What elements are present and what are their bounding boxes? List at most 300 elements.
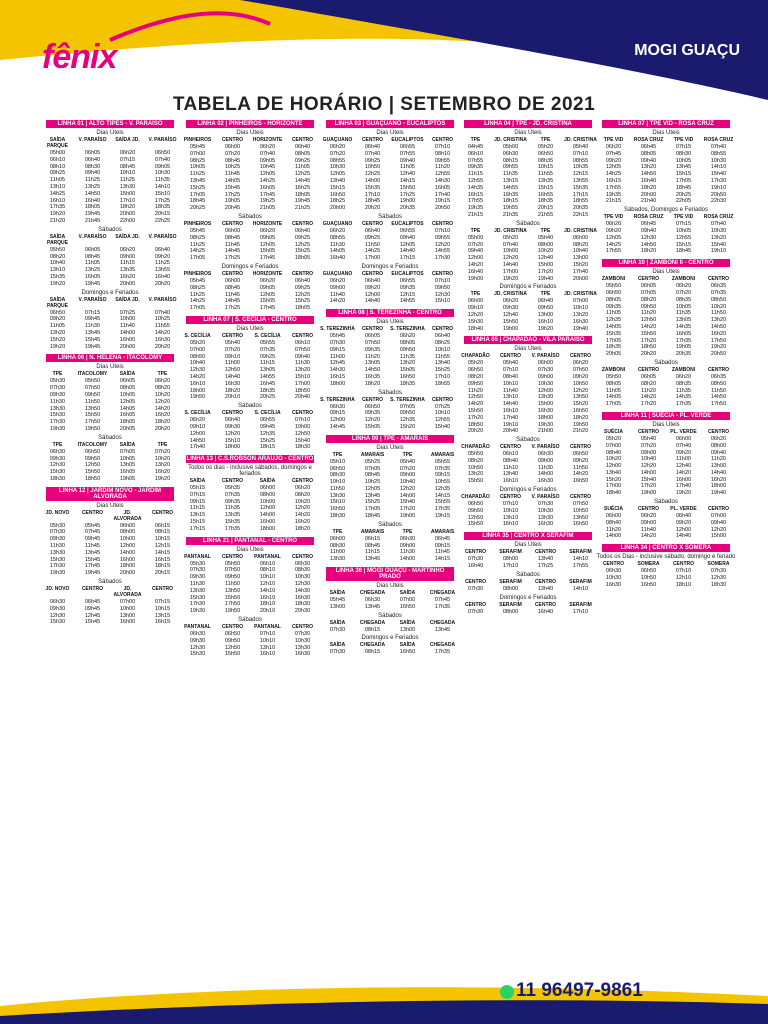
departure-time: 07h40 xyxy=(154,309,171,316)
column-header: CHEGADA xyxy=(429,590,456,597)
column-headers xyxy=(458,579,598,585)
column-header: ITACOLOMY xyxy=(77,441,108,448)
departure-time: 16h40 xyxy=(84,197,101,204)
departure-time: 18h20 xyxy=(572,414,589,421)
departure-time: 16h15 xyxy=(467,191,484,198)
departure-time: 06h40 xyxy=(434,333,451,340)
time-rows xyxy=(458,144,598,219)
departure-time: 07h15 xyxy=(154,599,171,606)
departure-time: 08h55 xyxy=(329,234,346,241)
time-row xyxy=(458,255,598,262)
column-header: PINHEIROS xyxy=(183,137,212,143)
column-header: CENTRO xyxy=(672,561,695,568)
departure-time: 14h15 xyxy=(434,556,451,563)
departure-time: 08h00 xyxy=(259,491,276,498)
departure-time: 20h00 xyxy=(119,280,136,287)
time-rows xyxy=(320,649,460,656)
departure-time: 06h05 xyxy=(84,150,101,156)
column-header: ROSA CRUZ xyxy=(633,214,664,221)
time-row xyxy=(458,276,598,283)
departure-time: 13h40 xyxy=(537,585,554,592)
departure-time: 14h40 xyxy=(364,298,381,305)
departure-time: 15h40 xyxy=(399,499,416,506)
departure-time: 17h50 xyxy=(710,337,727,344)
departure-time: 06h30 xyxy=(502,150,519,157)
departure-time: 10h10 xyxy=(434,410,451,417)
time-row xyxy=(40,476,180,483)
section-label: Dias Úteis xyxy=(376,130,404,136)
departure-time: 10h10 xyxy=(434,346,451,353)
departure-time: 08h45 xyxy=(224,157,241,164)
departure-time: 19h45 xyxy=(84,570,101,577)
time-row xyxy=(180,438,320,445)
departure-time: 14h25 xyxy=(364,248,381,255)
departure-time: 12h05 xyxy=(605,234,622,241)
column-header: V. PARAÍSO xyxy=(78,296,107,303)
departure-time: 16h40 xyxy=(537,608,554,615)
departure-time: 12h20 xyxy=(364,417,381,424)
departure-time: 14h00 xyxy=(119,549,136,556)
time-row xyxy=(180,144,320,151)
departure-time: 08h15 xyxy=(364,649,381,656)
departure-time: 10h10 xyxy=(502,507,519,514)
time-row xyxy=(40,426,180,433)
departure-time: 20h10 xyxy=(224,394,241,401)
departure-time: 12h20 xyxy=(710,526,727,533)
departure-time: 09h00 xyxy=(537,373,554,380)
departure-time: 06h20 xyxy=(259,144,276,150)
section-label: Dias Úteis xyxy=(376,583,404,590)
departure-time: 07h10 xyxy=(434,227,451,234)
time-row xyxy=(320,178,460,185)
time-rows xyxy=(596,283,736,358)
column-header: V. PARAÍSO xyxy=(148,233,177,240)
departure-time: 17h35 xyxy=(675,401,692,408)
column-header: CENTRO xyxy=(534,578,557,585)
time-row xyxy=(596,470,736,477)
departure-time: 15h20 xyxy=(572,401,589,408)
time-row xyxy=(180,574,320,581)
departure-time: 12h40 xyxy=(502,311,519,318)
departure-time: 16h50 xyxy=(572,478,589,485)
column-headers xyxy=(596,137,736,143)
departure-time: 13h25 xyxy=(84,267,101,274)
departure-time: 14h50 xyxy=(84,190,101,197)
time-row xyxy=(320,404,460,411)
departure-time: 18h20 xyxy=(154,419,171,426)
departure-time: 06h30 xyxy=(49,599,66,606)
departure-time: 07h40 xyxy=(675,442,692,449)
departure-time: 11h05 xyxy=(606,387,621,394)
departure-time: 16h10 xyxy=(259,594,276,601)
column-header: CENTRO xyxy=(221,624,244,631)
time-rows xyxy=(458,501,598,528)
column-header: EUCALIPTOS xyxy=(391,270,424,277)
departure-time: 11h25 xyxy=(85,177,100,184)
departure-time: 20h15 xyxy=(154,211,171,218)
departure-time: 15h50 xyxy=(224,594,241,601)
departure-time: 06h05 xyxy=(640,283,657,290)
departure-time: 09h40 xyxy=(294,353,311,360)
departure-time: 13h50 xyxy=(572,514,589,521)
departure-time: 13h10 xyxy=(49,267,66,274)
departure-time: 13h40 xyxy=(605,469,622,476)
departure-time: 15h50 xyxy=(399,184,416,191)
departure-time: 20h50 xyxy=(710,191,727,198)
column-header: S. TEREZINHA xyxy=(390,326,425,333)
column-header: TPE VID xyxy=(603,137,624,143)
section-label: Dias Úteis xyxy=(236,130,264,136)
departure-time: 10h05 xyxy=(675,227,692,234)
departure-time: 12h30 xyxy=(294,581,311,588)
departure-time: 12h25 xyxy=(294,171,311,178)
column-header: SOMERA xyxy=(707,561,730,568)
departure-time: 11h20 xyxy=(641,310,656,317)
departure-time: 20h25 xyxy=(189,205,206,212)
departure-time: 16h00 xyxy=(119,556,136,563)
departure-time: 19h05 xyxy=(119,475,136,482)
time-row xyxy=(320,171,460,178)
departure-time: 20h00 xyxy=(572,275,589,282)
section-label: Dias Úteis xyxy=(236,546,264,553)
departure-time: 16h30 xyxy=(537,521,554,528)
departure-time: 06h40 xyxy=(675,513,692,520)
departure-time: 10h40 xyxy=(189,360,206,367)
departure-time: 19h15 xyxy=(434,198,451,205)
departure-time: 15h00 xyxy=(537,401,554,408)
departure-time: 07h30 xyxy=(189,567,206,574)
column-header: SERAFIM xyxy=(569,601,592,608)
time-rows xyxy=(458,298,598,332)
departure-time: 06h50 xyxy=(49,309,66,316)
column-headers xyxy=(458,137,598,143)
departure-time: 14h25 xyxy=(605,171,622,178)
departure-time: 12h45 xyxy=(84,612,101,619)
time-row xyxy=(596,450,736,457)
column-header: SAÍDA JD. xyxy=(115,137,140,143)
time-row xyxy=(180,394,320,401)
section-label: Sábados xyxy=(654,499,678,506)
column-header: PL. VERDE xyxy=(670,428,697,435)
departure-time: 13h00 xyxy=(329,603,346,610)
departure-time: 05h50 xyxy=(49,246,66,253)
departure-time: 11h25 xyxy=(155,260,170,267)
line-block xyxy=(320,309,460,431)
departure-time: 19h20 xyxy=(675,490,692,497)
time-row xyxy=(458,171,598,178)
time-row xyxy=(180,581,320,588)
departure-time: 06h30 xyxy=(329,403,346,410)
time-row xyxy=(320,255,460,262)
departure-time: 13h35 xyxy=(119,267,136,274)
departure-time: 09h40 xyxy=(640,157,657,164)
column-header: ROSA CRUZ xyxy=(703,137,734,143)
departure-time: 12h55 xyxy=(434,417,451,424)
departure-time: 08h05 xyxy=(294,150,311,157)
departure-time: 06h00 xyxy=(572,234,589,241)
time-row xyxy=(320,472,460,479)
departure-time: 08h55 xyxy=(329,157,346,164)
column-header: CENTRO xyxy=(221,332,244,339)
departure-time: 10h25 xyxy=(364,479,381,486)
departure-time: 14h20 xyxy=(294,512,311,519)
departure-time: 13h45 xyxy=(434,626,451,633)
time-row xyxy=(320,459,460,466)
line-title: LINHA 06 | N. HELENA - ITACOLOMY xyxy=(46,354,174,362)
departure-time: 18h40 xyxy=(467,325,484,332)
departure-time: 07h05 xyxy=(399,403,416,410)
schedule-column xyxy=(596,120,736,593)
time-row xyxy=(180,588,320,595)
departure-time: 06h30 xyxy=(189,631,206,638)
time-row xyxy=(40,330,180,337)
time-rows xyxy=(180,144,320,212)
time-row xyxy=(596,304,736,311)
column-header: JD. NOVO xyxy=(45,586,70,593)
departure-time: 16h50 xyxy=(399,603,416,610)
departure-time: 10h30 xyxy=(154,170,171,177)
line-block xyxy=(458,532,598,615)
column-headers xyxy=(180,410,320,416)
departure-time: 08h30 xyxy=(329,542,346,549)
time-rows xyxy=(596,568,736,588)
departure-time: 16h45 xyxy=(259,380,276,387)
line-title: LINHA 01 | ALTO TIPÊS - V. PARAÍSO xyxy=(46,120,174,128)
departure-time: 08h00 xyxy=(502,556,519,563)
departure-time: 21h55 xyxy=(537,211,554,218)
departure-time: 16h00 xyxy=(119,336,136,343)
departure-time: 07h20 xyxy=(224,346,241,353)
departure-time: 10h10 xyxy=(119,170,136,177)
time-rows xyxy=(180,561,320,615)
departure-time: 09h45 xyxy=(84,536,101,543)
time-row xyxy=(40,599,180,606)
departure-time: 14h40 xyxy=(502,401,519,408)
departure-time: 17h35 xyxy=(224,525,241,532)
departure-time: 11h50 xyxy=(85,398,100,405)
column-header: TPE xyxy=(540,291,551,298)
departure-time: 11h30 xyxy=(190,581,205,588)
time-row xyxy=(458,501,598,508)
departure-time: 21h40 xyxy=(640,198,657,205)
departure-time: 14h10 xyxy=(572,556,589,563)
departure-time: 11h55 xyxy=(538,171,553,178)
departure-time: 08h05 xyxy=(399,339,416,346)
departure-time: 14h45 xyxy=(224,248,241,255)
departure-time: 12h30 xyxy=(49,612,66,619)
column-header: AMARAIS xyxy=(360,528,385,535)
departure-time: 17h20 xyxy=(467,414,484,421)
departure-time: 15h50 xyxy=(467,521,484,528)
column-header: SAÍDA xyxy=(259,478,276,485)
time-row xyxy=(458,235,598,242)
column-header: TPE xyxy=(470,137,481,143)
departure-time: 18h30 xyxy=(49,475,66,482)
fenix-logo: fênix xyxy=(42,38,117,76)
departure-time: 07h50 xyxy=(364,339,381,346)
time-row xyxy=(596,477,736,484)
line-title: LINHA 02 | PINHEIROS - HORIZONTE xyxy=(186,120,314,128)
departure-time: 08h40 xyxy=(605,449,622,456)
departure-time: 15h20 xyxy=(572,261,589,268)
column-headers xyxy=(320,137,460,143)
departure-time: 16h50 xyxy=(572,521,589,528)
departure-time: 06h55 xyxy=(399,277,416,284)
column-header: SUÉCIA xyxy=(604,428,623,435)
time-row xyxy=(320,198,460,205)
departure-time: 13h30 xyxy=(329,556,346,563)
time-row xyxy=(458,415,598,422)
time-row xyxy=(180,164,320,171)
section-label: Sábados xyxy=(238,617,262,624)
departure-time: 12h40 xyxy=(675,463,692,470)
departure-time: 15h15 xyxy=(329,184,346,191)
time-row xyxy=(180,505,320,512)
column-header: CENTRO xyxy=(464,549,487,556)
departure-time: 07h35 xyxy=(259,346,276,353)
time-rows xyxy=(458,360,598,435)
departure-time: 06h40 xyxy=(224,417,241,424)
column-header: CENTRO xyxy=(569,494,592,501)
departure-time: 11h10 xyxy=(503,464,518,471)
departure-time: 16h00 xyxy=(119,619,136,626)
departure-time: 09h55 xyxy=(434,157,451,164)
departure-time: 08h40 xyxy=(502,457,519,464)
departure-time: 18h40 xyxy=(605,490,622,497)
line-block xyxy=(40,120,180,350)
column-header: CENTRO xyxy=(81,586,104,593)
time-row xyxy=(458,192,598,199)
departure-time: 14h00 xyxy=(399,492,416,499)
departure-time: 08h20 xyxy=(49,253,66,260)
whatsapp-icon xyxy=(500,985,514,999)
departure-time: 13h30 xyxy=(49,405,66,412)
departure-time: 09h15 xyxy=(329,346,346,353)
departure-time: 14h30 xyxy=(434,177,451,184)
time-row xyxy=(180,417,320,424)
departure-time: 12h00 xyxy=(329,417,346,424)
departure-time: 07h00 xyxy=(119,599,136,606)
time-row xyxy=(40,170,180,177)
departure-time: 17h05 xyxy=(189,305,206,312)
departure-time: 09h25 xyxy=(49,170,66,177)
time-row xyxy=(320,248,460,255)
time-row xyxy=(40,606,180,613)
departure-time: 05h45 xyxy=(84,522,101,529)
column-header: SERAFIM xyxy=(569,578,592,585)
departure-time: 09h45 xyxy=(259,423,276,430)
departure-time: 14h20 xyxy=(572,471,589,478)
column-header: HORIZONTE xyxy=(252,220,283,227)
departure-time: 08h20 xyxy=(572,241,589,248)
column-header: JD. ALVORADA xyxy=(113,509,142,522)
contact-phone[interactable]: 11 96497-9861 xyxy=(516,980,643,1001)
departure-time: 11h05 xyxy=(400,164,415,171)
time-row xyxy=(458,205,598,212)
departure-time: 12h00 xyxy=(605,463,622,470)
column-headers xyxy=(320,452,460,458)
departure-time: 13h30 xyxy=(189,587,206,594)
departure-time: 18h05 xyxy=(119,419,136,426)
departure-time: 12h05 xyxy=(259,291,276,298)
departure-time: 06h50 xyxy=(640,568,657,575)
departure-time: 12h20 xyxy=(294,505,311,512)
departure-time: 18h50 xyxy=(640,344,657,351)
line-block xyxy=(180,120,320,312)
time-rows xyxy=(40,310,180,351)
departure-time: 14h25 xyxy=(605,241,622,248)
section-label: Dias Úteis xyxy=(514,542,542,549)
departure-time: 11h45 xyxy=(225,171,240,178)
departure-time: 20h25 xyxy=(259,394,276,401)
departure-time: 09h10 xyxy=(224,353,241,360)
departure-time: 08h30 xyxy=(329,472,346,479)
line-block xyxy=(180,455,320,533)
section-label: Sábados xyxy=(378,389,402,396)
departure-time: 07h50 xyxy=(294,346,311,353)
line-title: LINHA 11 | SUÉCIA - PL. VERDE xyxy=(602,412,730,420)
departure-time: 15h35 xyxy=(224,519,241,526)
departure-time: 09h30 xyxy=(502,305,519,312)
departure-time: 20h25 xyxy=(675,191,692,198)
departure-time: 05h25 xyxy=(364,458,381,465)
time-row xyxy=(458,248,598,255)
column-headers xyxy=(40,371,180,377)
departure-time: 11h50 xyxy=(711,387,726,394)
departure-time: 06h55 xyxy=(259,417,276,424)
column-header: ZAMBONI xyxy=(671,276,696,283)
column-header: CENTRO xyxy=(569,444,592,451)
departure-time: 11h20 xyxy=(606,526,621,533)
departure-time: 18h35 xyxy=(537,198,554,205)
departure-time: 17h25 xyxy=(224,255,241,262)
column-header: V. PARAÍSO xyxy=(531,494,560,501)
time-row xyxy=(40,563,180,570)
departure-time: 20h10 xyxy=(259,608,276,615)
column-header: PANTANAL xyxy=(254,553,281,560)
departure-time: 05h40 xyxy=(572,144,589,150)
departure-time: 06h10 xyxy=(259,560,276,567)
column-header: CENTRO xyxy=(291,553,314,560)
departure-time: 06h20 xyxy=(329,277,346,284)
departure-time: 11h40 xyxy=(120,323,135,330)
departure-time: 11h55 xyxy=(155,323,170,330)
time-row xyxy=(180,298,320,305)
departure-time: 15h10 xyxy=(329,499,346,506)
column-header: CENTRO xyxy=(707,276,730,283)
departure-time: 07h40 xyxy=(259,150,276,157)
time-rows xyxy=(320,627,460,634)
departure-time: 12h25 xyxy=(364,171,381,178)
departure-time: 10h20 xyxy=(294,498,311,505)
departure-time: 14h40 xyxy=(502,261,519,268)
departure-time: 17h15 xyxy=(572,191,589,198)
departure-time: 18h00 xyxy=(119,563,136,570)
departure-time: 16h30 xyxy=(224,380,241,387)
departure-time: 07h00 xyxy=(399,597,416,604)
departure-time: 20h35 xyxy=(399,205,416,212)
departure-time: 18h15 xyxy=(502,198,519,205)
departure-time: 16h05 xyxy=(675,330,692,337)
departure-time: 17h25 xyxy=(537,563,554,570)
departure-time: 08h25 xyxy=(189,157,206,164)
departure-time: 16h30 xyxy=(537,407,554,414)
time-rows xyxy=(458,556,598,570)
time-rows xyxy=(320,404,460,431)
departure-time: 05h15 xyxy=(189,485,206,492)
time-rows xyxy=(40,247,180,288)
departure-time: 07h45 xyxy=(84,529,101,536)
